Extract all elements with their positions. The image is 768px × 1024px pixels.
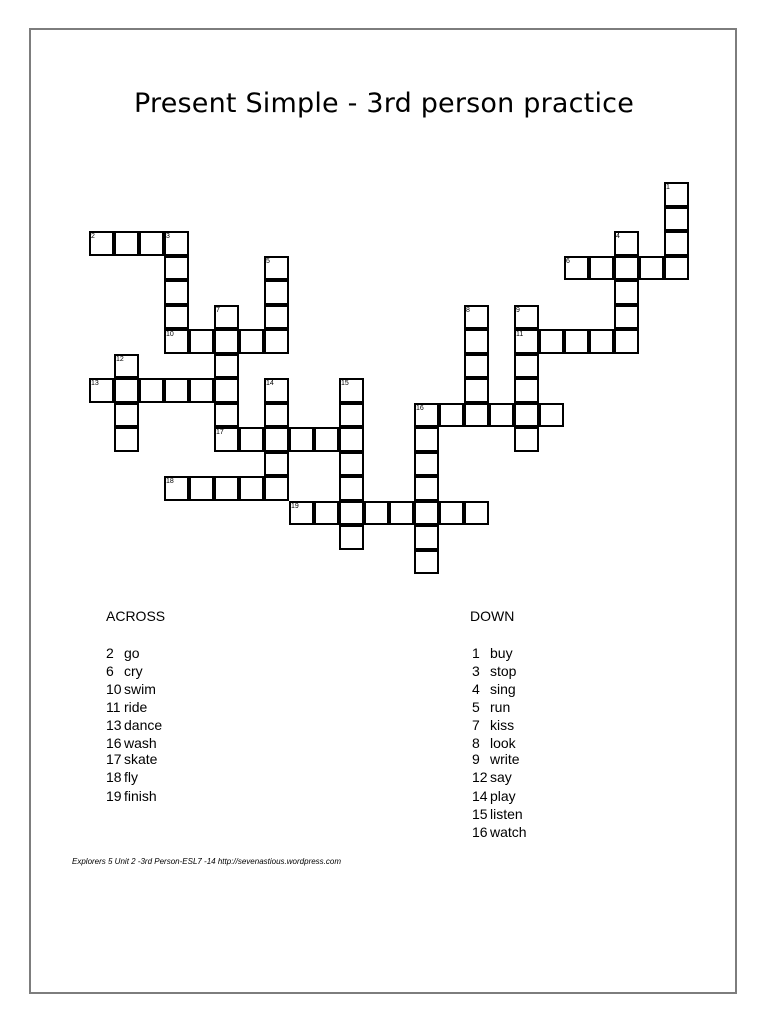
clue-item xyxy=(472,645,513,661)
clue-word: swim xyxy=(124,681,156,697)
crossword-cell[interactable] xyxy=(539,329,564,354)
clue-item xyxy=(472,769,512,785)
crossword-cell[interactable] xyxy=(414,427,439,452)
footer-credit: Explorers 5 Unit 2 -3rd Person-ESL7 -14 http://sevenastious.wordpress.com xyxy=(72,857,342,866)
clue-item xyxy=(106,751,157,767)
crossword-cell[interactable] xyxy=(614,280,639,305)
clue-word: fly xyxy=(124,769,138,785)
clue-item xyxy=(106,788,157,804)
clue-number: 9 xyxy=(472,751,480,767)
crossword-cell[interactable] xyxy=(189,476,214,501)
crossword-cell[interactable] xyxy=(464,378,489,403)
clue-word: dance xyxy=(124,717,163,733)
crossword-cell[interactable] xyxy=(314,501,339,526)
clue-number-label: 9 xyxy=(516,306,520,314)
clue-word: stop xyxy=(490,663,517,679)
clue-word: buy xyxy=(490,645,513,661)
crossword-cell[interactable] xyxy=(114,231,139,256)
clue-number: 6 xyxy=(106,663,114,679)
clue-item xyxy=(106,645,140,661)
clue-number: 19 xyxy=(106,788,122,804)
crossword-cell[interactable] xyxy=(314,427,339,452)
down-heading: DOWN xyxy=(470,608,515,624)
clue-number-label: 13 xyxy=(91,380,99,387)
crossword-cell[interactable] xyxy=(439,501,464,526)
crossword-cell[interactable] xyxy=(264,329,289,354)
crossword-cell[interactable] xyxy=(414,501,439,526)
crossword-cell[interactable] xyxy=(414,476,439,501)
clue-word: write xyxy=(490,751,520,767)
clue-number: 16 xyxy=(472,824,488,840)
clue-number: 18 xyxy=(106,769,122,785)
clue-number: 12 xyxy=(472,769,488,785)
crossword-cell[interactable] xyxy=(339,476,364,501)
clue-item xyxy=(106,681,156,697)
clue-number-label: 17 xyxy=(216,429,224,436)
crossword-cell[interactable] xyxy=(164,378,189,403)
clue-number: 15 xyxy=(472,806,488,822)
crossword-cell[interactable] xyxy=(514,427,539,452)
crossword-cell[interactable] xyxy=(489,403,514,428)
crossword-cell[interactable] xyxy=(264,452,289,477)
clue-number: 4 xyxy=(472,681,480,697)
crossword-cell[interactable] xyxy=(389,501,414,526)
crossword-cell[interactable] xyxy=(364,501,389,526)
clue-word: kiss xyxy=(490,717,515,733)
clue-number-label: 5 xyxy=(266,257,270,265)
crossword-cell[interactable] xyxy=(339,452,364,477)
page-title: Present Simple - 3rd person practice xyxy=(133,88,635,119)
crossword-cell[interactable] xyxy=(214,403,239,428)
clue-word: play xyxy=(490,788,516,804)
crossword-cell[interactable] xyxy=(514,403,539,428)
crossword-cell[interactable] xyxy=(414,525,439,550)
crossword-cell[interactable] xyxy=(339,403,364,428)
clue-number: 7 xyxy=(472,717,480,733)
crossword-cell[interactable] xyxy=(214,378,239,403)
crossword-cell[interactable] xyxy=(264,305,289,330)
clue-number-label: 3 xyxy=(166,233,170,240)
crossword-cell[interactable] xyxy=(264,280,289,305)
crossword-cell[interactable] xyxy=(114,403,139,428)
clue-word: cry xyxy=(124,663,143,679)
clue-word: finish xyxy=(124,788,157,804)
clue-word: say xyxy=(490,769,512,785)
crossword-cell[interactable] xyxy=(239,476,264,501)
crossword-cell[interactable] xyxy=(264,427,289,452)
clue-number-label: 16 xyxy=(416,404,424,412)
crossword-cell[interactable] xyxy=(189,378,214,403)
crossword-cell[interactable] xyxy=(639,256,664,281)
clue-number: 3 xyxy=(472,663,480,679)
crossword-cell[interactable] xyxy=(414,550,439,575)
clue-number-label: 1 xyxy=(666,184,670,191)
crossword-cell[interactable] xyxy=(214,476,239,501)
crossword-cell[interactable] xyxy=(589,256,614,281)
clue-word: skate xyxy=(124,751,158,767)
clue-item xyxy=(472,681,516,697)
clue-number-label: 10 xyxy=(166,331,174,338)
clue-number: 10 xyxy=(106,681,122,697)
clue-word: sing xyxy=(490,681,516,697)
across-heading: ACROSS xyxy=(106,608,166,624)
crossword-cell[interactable] xyxy=(189,329,214,354)
crossword-cell[interactable] xyxy=(589,329,614,354)
clue-number-label: 12 xyxy=(116,355,124,363)
crossword-cell[interactable] xyxy=(114,427,139,452)
crossword-cell[interactable] xyxy=(239,427,264,452)
clue-item xyxy=(472,717,514,733)
clue-word: run xyxy=(490,699,511,715)
crossword-cell[interactable] xyxy=(164,256,189,281)
clue-item xyxy=(106,717,162,733)
crossword-cell[interactable] xyxy=(664,256,689,281)
clue-item xyxy=(106,735,157,751)
clue-item xyxy=(472,699,510,715)
clue-number-label: 11 xyxy=(516,331,524,338)
clue-number: 16 xyxy=(106,735,122,751)
clue-item xyxy=(106,769,138,785)
clue-item xyxy=(472,824,527,840)
crossword-cell[interactable] xyxy=(614,305,639,330)
clue-word: look xyxy=(490,735,516,751)
crossword-cell[interactable] xyxy=(239,329,264,354)
clue-number-label: 18 xyxy=(166,478,174,485)
clue-item xyxy=(472,806,523,822)
clue-number: 11 xyxy=(106,699,121,715)
clue-item xyxy=(472,751,520,767)
clue-word: ride xyxy=(124,699,148,715)
crossword-cell[interactable] xyxy=(614,256,639,281)
clue-item xyxy=(472,663,516,679)
clue-number-label: 4 xyxy=(616,233,620,240)
clue-number: 14 xyxy=(472,788,488,804)
crossword-cell[interactable] xyxy=(289,427,314,452)
clue-number-label: 2 xyxy=(91,233,95,240)
crossword-cell[interactable] xyxy=(264,403,289,428)
clue-word: listen xyxy=(490,806,523,822)
crossword-cell[interactable] xyxy=(114,378,139,403)
clue-number: 8 xyxy=(472,735,480,751)
clue-number: 1 xyxy=(472,645,480,661)
crossword-cell[interactable] xyxy=(164,280,189,305)
crossword-cell[interactable] xyxy=(139,378,164,403)
clue-item xyxy=(472,788,516,804)
clue-number-label: 6 xyxy=(566,257,570,265)
clue-number: 13 xyxy=(106,717,122,733)
crossword-cell[interactable] xyxy=(514,378,539,403)
clue-item xyxy=(106,663,143,679)
clue-number: 2 xyxy=(106,645,114,661)
crossword-cell[interactable] xyxy=(514,354,539,379)
clue-number-label: 7 xyxy=(216,306,220,314)
clue-number: 5 xyxy=(472,699,480,715)
crossword-cell[interactable] xyxy=(664,207,689,232)
crossword-cell[interactable] xyxy=(614,329,639,354)
crossword-cell[interactable] xyxy=(664,231,689,256)
crossword-cell[interactable] xyxy=(214,329,239,354)
crossword-cell[interactable] xyxy=(339,525,364,550)
crossword-cell[interactable] xyxy=(539,403,564,428)
crossword-cell[interactable] xyxy=(214,354,239,379)
clue-word: watch xyxy=(490,824,527,840)
crossword-cell[interactable] xyxy=(464,354,489,379)
crossword-cell[interactable] xyxy=(464,501,489,526)
crossword-cell[interactable] xyxy=(564,329,589,354)
crossword-cell[interactable] xyxy=(264,476,289,501)
crossword-cell[interactable] xyxy=(464,329,489,354)
clue-item xyxy=(106,699,147,715)
clue-number: 17 xyxy=(106,751,122,767)
crossword-cell[interactable] xyxy=(339,501,364,526)
clue-word: go xyxy=(124,645,140,661)
clue-number-label: 8 xyxy=(466,306,470,314)
clue-number-label: 15 xyxy=(341,380,349,387)
clue-number-label: 19 xyxy=(291,502,299,510)
crossword-cell[interactable] xyxy=(339,427,364,452)
crossword-cell[interactable] xyxy=(164,305,189,330)
clue-number-label: 14 xyxy=(266,380,274,387)
clue-word: wash xyxy=(124,735,157,751)
clue-item xyxy=(472,735,516,751)
crossword-cell[interactable] xyxy=(139,231,164,256)
crossword-cell[interactable] xyxy=(414,452,439,477)
crossword-cell[interactable] xyxy=(464,403,489,428)
crossword-cell[interactable] xyxy=(439,403,464,428)
